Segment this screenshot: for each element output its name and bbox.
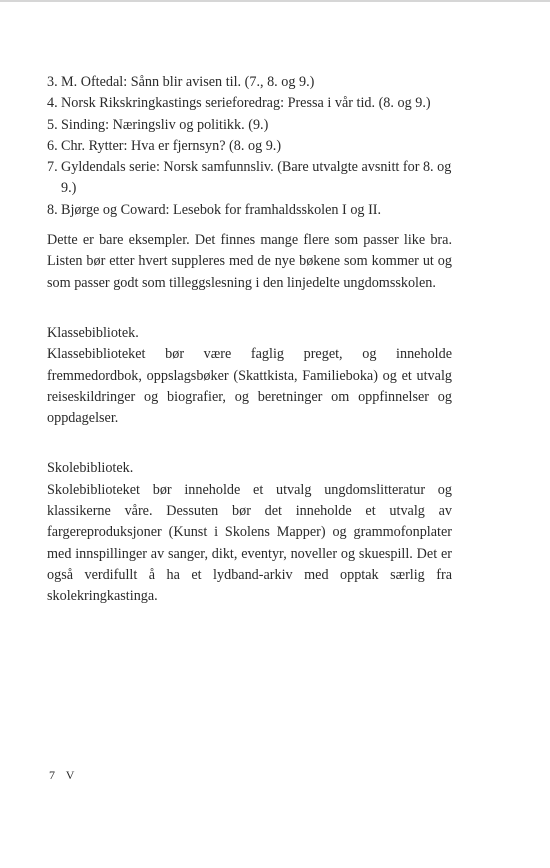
reading-list (47, 72, 452, 221)
list-item-text: Chr. Rytter: Hva er fjernsyn? (8. og 9.) (61, 137, 282, 154)
section-body-klassebibliotek: Klassebiblioteket bør være faglig preget, og inneholde fremmedordbok, oppslagsbøker (Skattkista, Familieboka) og et utvalg reiseskildringer og biografier, og beretninger om oppfinnelser og oppdagelser. (47, 346, 452, 427)
list-item-number: 8. (47, 201, 58, 218)
list-item (47, 200, 452, 221)
page-body (47, 72, 452, 608)
list-item-number: 7. (47, 159, 58, 176)
section-body-skolebibliotek: Skolebiblioteket bør inneholde et utvalg ungdomslitteratur og klassikerne våre. Dessuten bør det inneholde et utvalg av fargereproduksjoner (Kunst i Skolens Mapper) og grammofonplater med innspillinger av sanger, dikt, eventyr, noveller og skuespill. Det er også verdifullt å ha et lydband-arkiv med opptak særlig fra skolekringkastinga. (47, 481, 452, 605)
list-item (47, 93, 452, 114)
list-item-number: 5. (47, 116, 58, 133)
list-item-text: Bjørge og Coward: Lesebok for framhaldsskolen I og II. (61, 201, 382, 218)
list-item (47, 157, 452, 200)
list-item-text: Gyldendals serie: Norsk samfunnsliv. (Bare utvalgte avsnitt for 8. og 9.) (61, 159, 452, 197)
list-item-text: Norsk Rikskringkastings serieforedrag: Pressa i vår tid. (8. og 9.) (61, 95, 431, 112)
top-edge-rule (0, 0, 550, 2)
list-item-number: 4. (47, 95, 58, 112)
list-item (47, 136, 452, 157)
list-item-text: M. Oftedal: Sånn blir avisen til. (7., 8. og 9.) (61, 74, 315, 90)
intro-paragraph: Dette er bare eksempler. Det finnes mange flere som passer like bra. Listen bør etter hvert suppleres med de nye bøkene som kommer ut og som passer godt som tilleggslesning i den linjedelte ungdomsskolen. (47, 232, 452, 291)
list-item (47, 115, 452, 136)
section-heading-klassebibliotek: Klassebibliotek. (47, 324, 139, 341)
printer-signature: 7 V (49, 768, 76, 782)
list-item-number: 3. (47, 74, 58, 90)
list-item (47, 72, 452, 93)
section-heading-skolebibliotek: Skolebibliotek. (47, 460, 134, 477)
list-item-text: Sinding: Næringsliv og politikk. (9.) (61, 116, 269, 133)
list-item-number: 6. (47, 137, 58, 154)
